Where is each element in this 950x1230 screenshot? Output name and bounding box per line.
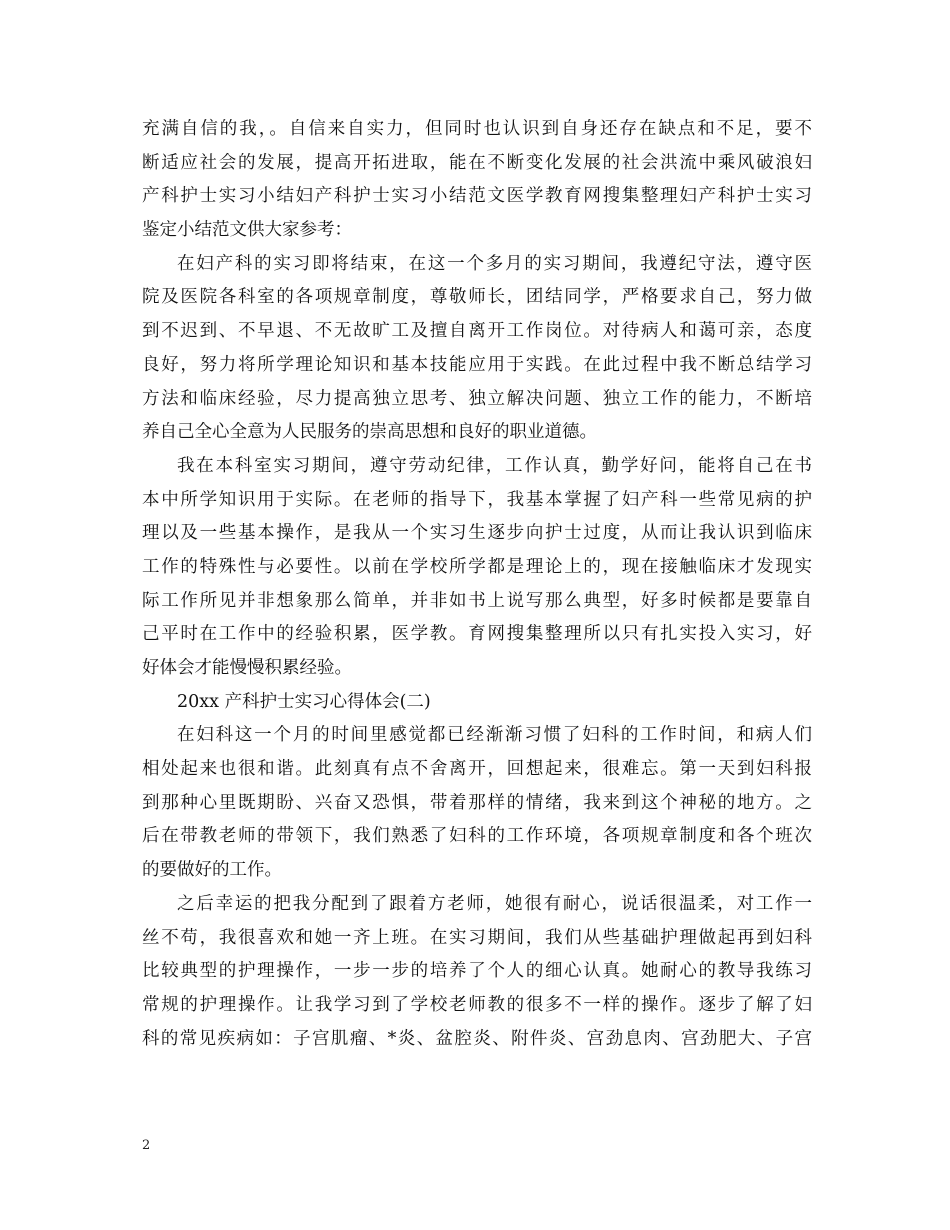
text-line: 本中所学知识用于实际。在老师的指导下，我基本掌握了妇产科一些常见病的护 — [142, 489, 812, 510]
text-line: 方法和临床经验，尽力提高独立思考、独立解决问题、独立工作的能力，不断培 — [142, 388, 812, 409]
text-line: 我在本科室实习期间，遵守劳动纪律，工作认真，勤学好问，能将自己在书 — [177, 455, 812, 476]
text-line: 养自己全心全意为人民服务的崇高思想和良好的职业道德。 — [142, 422, 597, 443]
text-line: 20xx 产科护士实习心得体会(二) — [177, 691, 431, 712]
text-line: 的要做好的工作。 — [142, 860, 282, 881]
text-line: 院及医院各科室的各项规章制度，尊敬师长，团结同学，严格要求自己，努力做 — [142, 287, 812, 308]
text-line: 丝不苟，我很喜欢和她一齐上班。在实习期间，我们从些基础护理做起再到妇科 — [142, 927, 812, 948]
document-body — [142, 113, 812, 1056]
text-line: 好体会才能慢慢积累经验。 — [142, 658, 352, 678]
text-line: 际工作所见并非想象那么简单，并非如书上说写那么典型，好多时候都是要靠自 — [142, 590, 812, 611]
text-line: 之后幸运的把我分配到了跟着方老师，她很有耐心，说话很温柔，对工作一 — [177, 893, 812, 914]
text-line: 相处起来也很和谐。此刻真有点不舍离开，回想起来，很难忘。第一天到妇科报 — [142, 759, 812, 780]
text-line: 常规的护理操作。让我学习到了学校老师教的很多不一样的操作。逐步了解了妇 — [142, 994, 812, 1015]
text-line: 断适应社会的发展，提高开拓进取，能在不断变化发展的社会洪流中乘风破浪妇 — [142, 152, 812, 173]
text-line: 理以及一些基本操作，是我从一个实习生逐步向护士过度，从而让我认识到临床 — [142, 523, 812, 544]
text-line: 充满自信的我，。自信来自实力，但同时也认识到自身还存在缺点和不足，要不 — [142, 119, 812, 139]
text-line: 比较典型的护理操作，一步一步的培养了个人的细心认真。她耐心的教导我练习 — [142, 961, 812, 982]
text-line: 科的常见疾病如：子宫肌瘤、*炎、盆腔炎、附件炎、宫劲息肉、宫劲肥大、子宫 — [142, 1028, 812, 1049]
text-line: 到不迟到、不早退、不无故旷工及擅自离开工作岗位。对待病人和蔼可亲，态度 — [142, 321, 812, 342]
text-line: 良好，努力将所学理论知识和基本技能应用于实践。在此过程中我不断总结学习 — [142, 354, 812, 375]
text-line: 己平时在工作中的经验积累，医学教。育网搜集整理所以只有扎实投入实习，好 — [142, 624, 812, 645]
text-line: 后在带教老师的带领下，我们熟悉了妇科的工作环境，各项规章制度和各个班次 — [142, 826, 812, 847]
text-line: 鉴定小结范文供大家参考： — [142, 220, 352, 241]
text-line: 到那种心里既期盼、兴奋又恐惧，带着那样的情绪，我来到这个神秘的地方。之 — [142, 792, 812, 813]
text-line: 在妇科这一个月的时间里感觉都已经渐渐习惯了妇科的工作时间，和病人们 — [177, 725, 812, 746]
text-line: 产科护士实习小结妇产科护士实习小结范文医学教育网搜集整理妇产科护士实习 — [142, 186, 812, 207]
text-line: 在妇产科的实习即将结束，在这一个多月的实习期间，我遵纪守法，遵守医 — [177, 253, 812, 274]
text-line: 工作的特殊性与必要性。以前在学校所学都是理论上的，现在接触临床才发现实 — [142, 556, 812, 577]
page-number: 2 — [142, 1138, 151, 1153]
